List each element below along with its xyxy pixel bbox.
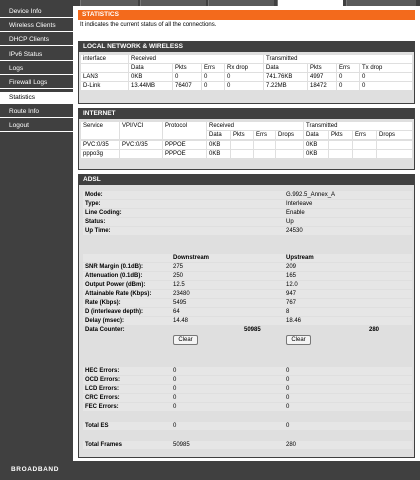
table-cell: PVC:0/35 — [81, 141, 119, 149]
adsl-column-headers — [83, 254, 412, 262]
adsl-label: Type: — [85, 201, 101, 207]
upstream-value: 8 — [286, 309, 290, 315]
table-cell: 0 — [202, 82, 224, 90]
table-cell — [276, 150, 303, 158]
adsl-label: D (interleave depth): — [85, 309, 144, 315]
section-title: ADSL — [79, 175, 414, 185]
table-header: VPI/VCI — [120, 122, 162, 139]
table-cell: 4997 — [308, 73, 336, 81]
adsl-metric-row — [83, 281, 412, 289]
adsl-label: Mode: — [85, 192, 103, 198]
table-cell — [377, 150, 412, 158]
adsl-error-row — [83, 394, 412, 402]
table-cell — [254, 141, 275, 149]
adsl-value: Interleave — [286, 201, 313, 207]
adsl-label: Rate (Kbps): — [85, 300, 121, 306]
adsl-label: Total ES — [85, 423, 109, 429]
table-cell: 0KB — [304, 150, 328, 158]
table-cell: 741.76KB — [264, 73, 307, 81]
adsl-value: G.992.5_Annex_A — [286, 192, 336, 198]
sidebar-item-route-info[interactable]: Route Info — [0, 106, 73, 118]
adsl-section — [78, 174, 415, 458]
table-subheader: Tx drop — [360, 64, 412, 72]
upstream-value: 0 — [286, 368, 290, 374]
table-cell: 0KB — [207, 141, 230, 149]
table-subheader: Errs — [337, 64, 359, 72]
adsl-metric-row — [83, 308, 412, 316]
clear-upstream-button[interactable]: Clear — [286, 335, 311, 345]
table-header: interface — [81, 55, 128, 63]
table-subheader: Errs — [202, 64, 224, 72]
broadband-logo: BROADBAND — [11, 466, 60, 473]
adsl-value: Up — [286, 219, 294, 225]
downstream-value: 0 — [173, 368, 177, 374]
table-cell: 7.22MB — [264, 82, 307, 90]
table-cell: 0 — [337, 73, 359, 81]
sidebar — [0, 6, 73, 461]
table-cell — [377, 141, 412, 149]
upstream-value: 209 — [286, 264, 297, 270]
upstream-value: 0 — [286, 386, 290, 392]
adsl-info-row — [83, 209, 412, 217]
table-cell: D-Link — [81, 82, 128, 90]
upstream-value: 0 — [286, 377, 290, 383]
table-cell — [120, 150, 162, 158]
adsl-error-row — [83, 367, 412, 375]
table-cell: 13.44MB — [129, 82, 172, 90]
adsl-label: Line Coding: — [85, 210, 122, 216]
adsl-label: LCD Errors: — [85, 386, 120, 392]
table-cell: 0 — [202, 73, 224, 81]
sidebar-item-device-info[interactable]: Device Info — [0, 6, 73, 18]
page-title: STATISTICS — [78, 10, 415, 20]
adsl-label: HEC Errors: — [85, 368, 120, 374]
upstream-header: Upstream — [286, 255, 314, 261]
table-cell — [353, 150, 376, 158]
downstream-value: 50985 — [173, 442, 190, 448]
adsl-metric-row — [83, 317, 412, 325]
adsl-metric-row — [83, 290, 412, 298]
table-header: Received — [129, 55, 263, 63]
table-cell: 0KB — [304, 141, 328, 149]
downstream-value: 64 — [173, 309, 180, 315]
table-cell — [231, 150, 253, 158]
adsl-error-row — [83, 376, 412, 384]
adsl-metric-row — [83, 272, 412, 280]
table-cell: pppo3g — [81, 150, 119, 158]
table-subheader: Pkts — [308, 64, 336, 72]
table-subheader: Pkts — [329, 131, 352, 139]
adsl-label: Output Power (dBm): — [85, 282, 146, 288]
upstream-value: 165 — [286, 273, 297, 279]
adsl-info-row — [83, 218, 412, 226]
sidebar-item-logs[interactable]: Logs — [0, 63, 73, 75]
total-frames-row — [83, 441, 412, 449]
table-header: Transmitted — [264, 55, 412, 63]
downstream-value: 0 — [173, 386, 177, 392]
downstream-header: Downstream — [173, 255, 210, 261]
adsl-label: FEC Errors: — [85, 404, 119, 410]
adsl-label: Attainable Rate (Kbps): — [85, 291, 152, 297]
downstream-value: 0 — [173, 423, 177, 429]
sidebar-item-wireless-clients[interactable]: Wireless Clients — [0, 20, 73, 32]
upstream-value: 12.0 — [286, 282, 298, 288]
table-subheader: Rx drop — [225, 64, 263, 72]
downstream-value: 0 — [173, 395, 177, 401]
upstream-value: 0 — [286, 423, 290, 429]
table-subheader: Data — [264, 64, 307, 72]
table-cell — [329, 141, 352, 149]
sidebar-item-ipv6-status[interactable]: IPv6 Status — [0, 49, 73, 61]
upstream-value: 0 — [286, 404, 290, 410]
table-cell: 0 — [360, 73, 412, 81]
downstream-value: 12.5 — [173, 282, 185, 288]
table-cell: 0KB — [129, 73, 172, 81]
downstream-value: 0 — [173, 404, 177, 410]
table-cell: 0KB — [207, 150, 230, 158]
adsl-metric-row — [83, 263, 412, 271]
adsl-label: Data Counter: — [85, 327, 125, 333]
footer — [0, 461, 420, 480]
table-header: Protocol — [163, 122, 206, 139]
table-cell: 0 — [360, 82, 412, 90]
table-cell: 0 — [225, 73, 263, 81]
table-cell: LAN3 — [81, 73, 128, 81]
internet-section — [78, 108, 415, 170]
table-subheader: Data — [207, 131, 230, 139]
downstream-value: 5495 — [173, 300, 187, 306]
adsl-label: Up Time: — [85, 228, 111, 234]
table-cell — [353, 141, 376, 149]
table-cell: PPPOE — [163, 150, 206, 158]
upstream-counter: 280 — [369, 327, 380, 333]
adsl-label: Delay (msec): — [85, 318, 125, 324]
adsl-label: Attenuation (0.1dB): — [85, 273, 143, 279]
adsl-label: SNR Margin (0.1dB): — [85, 264, 144, 270]
downstream-value: 14.48 — [173, 318, 189, 324]
adsl-info-row — [83, 227, 412, 235]
sidebar-item-dhcp-clients[interactable]: DHCP Clients — [0, 34, 73, 46]
table-subheader: Drops — [276, 131, 303, 139]
downstream-value: 250 — [173, 273, 184, 279]
adsl-label: Total Frames — [85, 442, 122, 448]
downstream-value: 23480 — [173, 291, 190, 297]
table-cell: 76407 — [173, 82, 201, 90]
table-subheader: Errs — [254, 131, 275, 139]
table-cell: 0 — [337, 82, 359, 90]
adsl-error-row — [83, 403, 412, 411]
adsl-label: OCD Errors: — [85, 377, 121, 383]
adsl-error-row — [83, 385, 412, 393]
table-cell: 0 — [173, 73, 201, 81]
total-es-row — [83, 422, 412, 430]
table-cell — [81, 64, 128, 72]
table-subheader: Drops — [377, 131, 412, 139]
upstream-value: 947 — [286, 291, 297, 297]
adsl-value: Enable — [286, 210, 305, 216]
page-description: It indicates the current status of all the connections. — [80, 22, 217, 28]
adsl-label: CRC Errors: — [85, 395, 120, 401]
section-title: LOCAL NETWORK & WIRELESS — [79, 42, 414, 52]
upstream-value: 280 — [286, 442, 297, 448]
adsl-info-row — [83, 191, 412, 199]
table-subheader: Data — [304, 131, 328, 139]
table-cell — [329, 150, 352, 158]
upstream-value: 18.46 — [286, 318, 302, 324]
table-cell: PPPOE — [163, 141, 206, 149]
downstream-counter: 50985 — [244, 327, 261, 333]
sidebar-item-logout[interactable]: Logout — [0, 120, 73, 132]
table-header: Transmitted — [304, 122, 412, 130]
lan-wireless-section — [78, 41, 415, 104]
upstream-value: 0 — [286, 395, 290, 401]
table-cell: 0 — [225, 82, 263, 90]
clear-downstream-button[interactable]: Clear — [173, 335, 198, 345]
table-cell: 18472 — [308, 82, 336, 90]
upstream-value: 767 — [286, 300, 297, 306]
adsl-table — [79, 185, 414, 457]
internet-table — [79, 119, 414, 169]
table-subheader: Pkts — [231, 131, 253, 139]
table-subheader: Data — [129, 64, 172, 72]
sidebar-item-statistics[interactable]: Statistics — [0, 92, 73, 104]
adsl-label: Status: — [85, 219, 106, 225]
table-cell — [254, 150, 275, 158]
table-header: Service — [81, 122, 119, 139]
downstream-value: 275 — [173, 264, 184, 270]
adsl-info-row — [83, 200, 412, 208]
adsl-metric-row — [83, 299, 412, 307]
table-header: Received — [207, 122, 303, 130]
sidebar-item-firewall-logs[interactable]: Firewall Logs — [0, 77, 73, 89]
downstream-value: 0 — [173, 377, 177, 383]
table-subheader: Pkts — [173, 64, 201, 72]
table-cell — [276, 141, 303, 149]
table-cell: PVC:0/35 — [120, 141, 162, 149]
lan-table — [79, 52, 414, 102]
table-cell — [231, 141, 253, 149]
data-counter-row — [83, 326, 412, 348]
main-content — [76, 6, 417, 461]
section-title: INTERNET — [79, 109, 414, 119]
adsl-value: 24530 — [286, 228, 303, 234]
table-subheader: Errs — [353, 131, 376, 139]
